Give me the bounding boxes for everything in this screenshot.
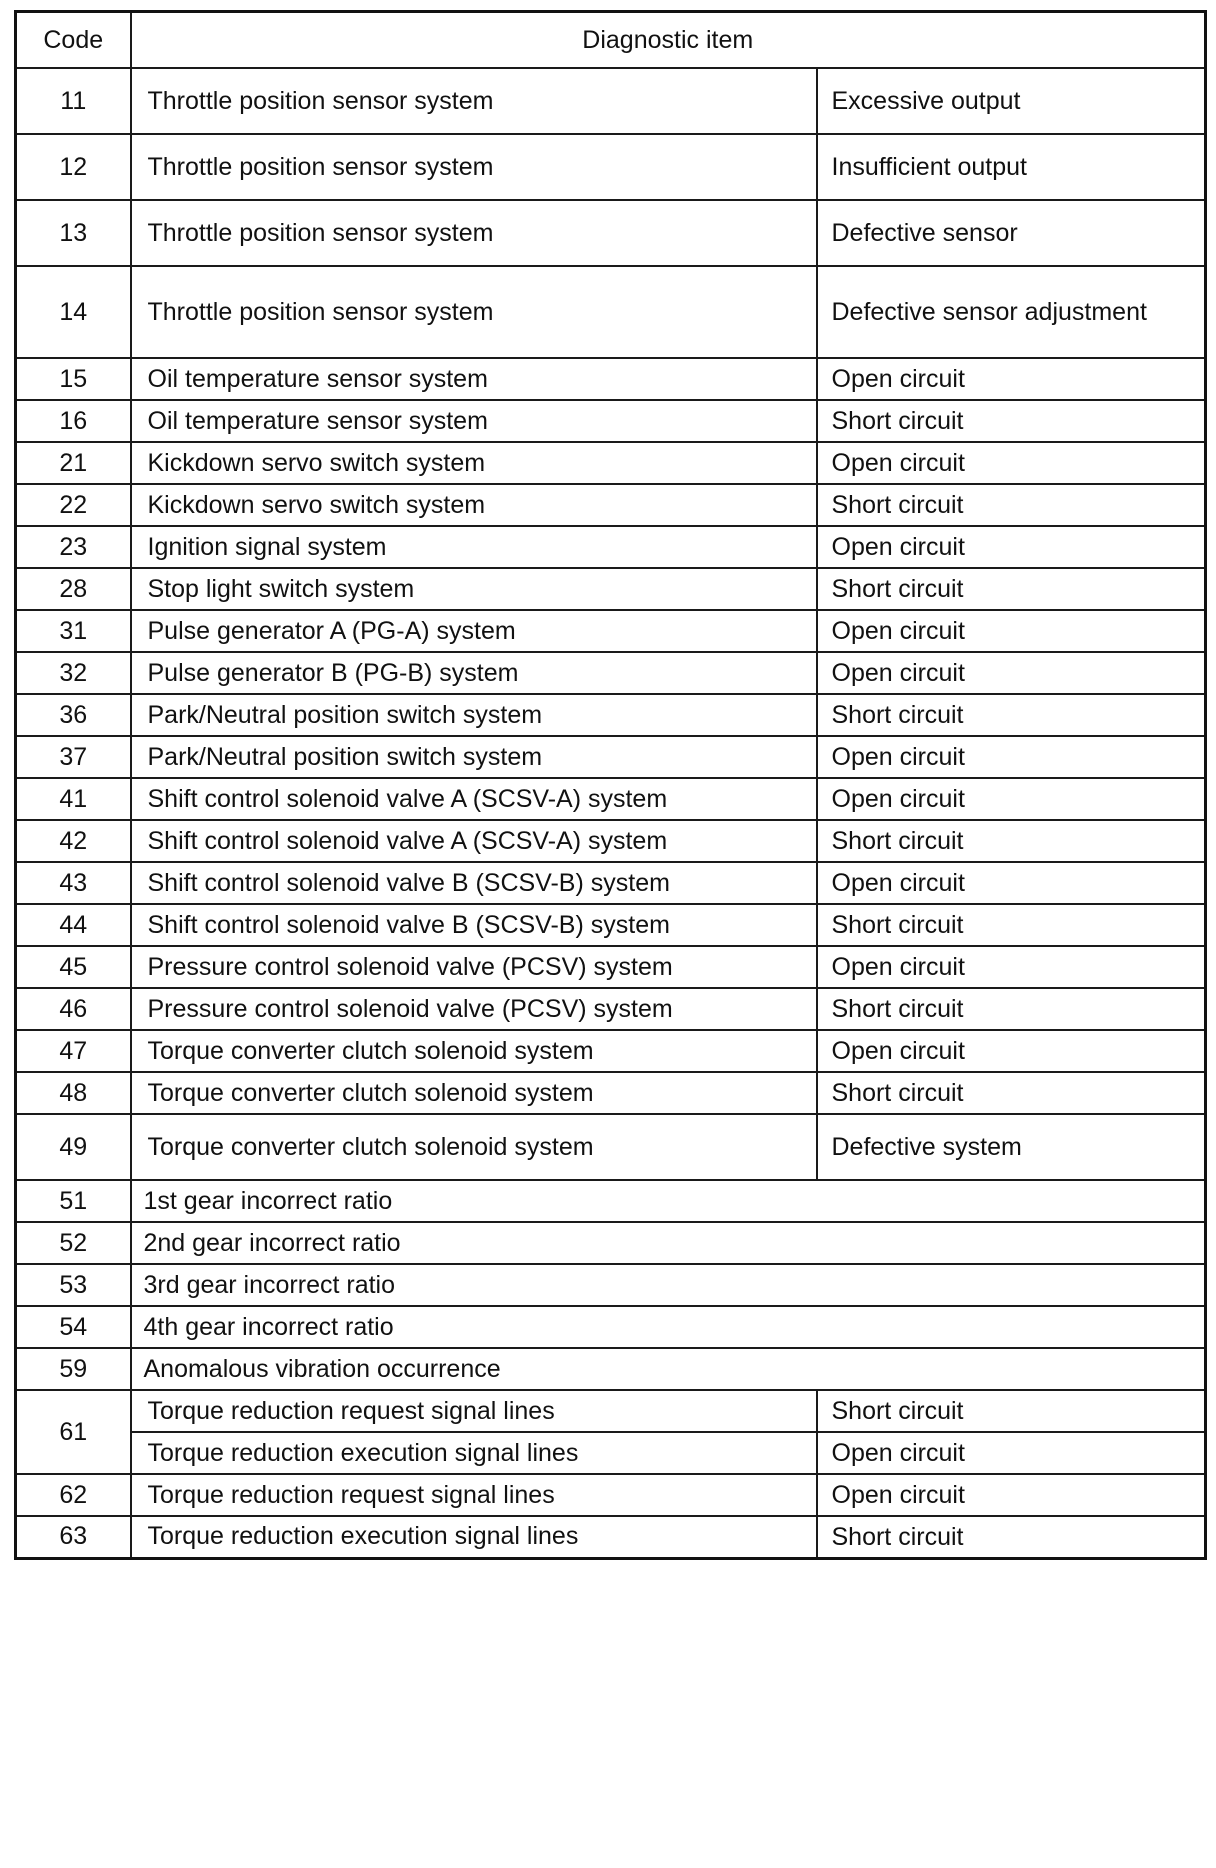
table-row	[16, 736, 1206, 778]
status-cell: Short circuit	[817, 1072, 1206, 1114]
diagnostic-item-cell: 1st gear incorrect ratio	[131, 1180, 1206, 1222]
table-row	[16, 400, 1206, 442]
status-cell: Open circuit	[817, 1432, 1206, 1474]
diagnostic-item-cell: Park/Neutral position switch system	[131, 736, 817, 778]
status-cell: Excessive output	[817, 68, 1206, 134]
diagnostic-item-cell: Torque reduction execution signal lines	[131, 1432, 817, 1474]
diagnostic-item-cell: Pressure control solenoid valve (PCSV) system	[131, 946, 817, 988]
table-row	[16, 778, 1206, 820]
diagnostic-item-cell: Park/Neutral position switch system	[131, 694, 817, 736]
diagnostic-item-cell: Pulse generator A (PG-A) system	[131, 610, 817, 652]
code-cell: 51	[16, 1180, 131, 1222]
code-cell: 37	[16, 736, 131, 778]
diagnostic-item-cell: Pulse generator B (PG-B) system	[131, 652, 817, 694]
status-cell: Insufficient output	[817, 134, 1206, 200]
status-cell: Open circuit	[817, 736, 1206, 778]
header-diagnostic-item: Diagnostic item	[131, 12, 1206, 69]
status-cell: Short circuit	[817, 400, 1206, 442]
diagnostic-item-cell: Throttle position sensor system	[131, 200, 817, 266]
code-cell: 22	[16, 484, 131, 526]
status-cell: Defective sensor	[817, 200, 1206, 266]
table-row	[16, 652, 1206, 694]
diagnostic-code-table	[14, 10, 1207, 1560]
table-row	[16, 1306, 1206, 1348]
table-row	[16, 1072, 1206, 1114]
status-cell: Short circuit	[817, 484, 1206, 526]
code-cell: 28	[16, 568, 131, 610]
table-row	[16, 1348, 1206, 1390]
code-cell: 59	[16, 1348, 131, 1390]
code-cell: 52	[16, 1222, 131, 1264]
code-cell: 21	[16, 442, 131, 484]
table-row	[16, 200, 1206, 266]
code-cell: 46	[16, 988, 131, 1030]
status-cell: Short circuit	[817, 1516, 1206, 1558]
table-row	[16, 68, 1206, 134]
status-cell: Short circuit	[817, 1390, 1206, 1432]
diagnostic-item-cell: Throttle position sensor system	[131, 134, 817, 200]
table-row	[16, 694, 1206, 736]
diagnostic-item-cell: 3rd gear incorrect ratio	[131, 1264, 1206, 1306]
table-row	[16, 484, 1206, 526]
table-row	[16, 568, 1206, 610]
code-cell: 54	[16, 1306, 131, 1348]
code-cell: 14	[16, 266, 131, 358]
code-cell: 16	[16, 400, 131, 442]
code-cell: 13	[16, 200, 131, 266]
code-cell: 61	[16, 1390, 131, 1474]
code-cell: 63	[16, 1516, 131, 1558]
status-cell: Short circuit	[817, 988, 1206, 1030]
diagnostic-item-cell: Oil temperature sensor system	[131, 400, 817, 442]
diagnostic-item-cell: 4th gear incorrect ratio	[131, 1306, 1206, 1348]
code-cell: 31	[16, 610, 131, 652]
table-row	[16, 1264, 1206, 1306]
diagnostic-item-cell: Throttle position sensor system	[131, 266, 817, 358]
diagnostic-item-cell: Stop light switch system	[131, 568, 817, 610]
diagnostic-code-table-wrapper	[14, 10, 1204, 1560]
code-cell: 15	[16, 358, 131, 400]
status-cell: Short circuit	[817, 904, 1206, 946]
table-row	[16, 134, 1206, 200]
table-row	[16, 610, 1206, 652]
table-row	[16, 988, 1206, 1030]
table-body	[16, 68, 1206, 1558]
diagnostic-item-cell: Anomalous vibration occurrence	[131, 1348, 1206, 1390]
table-row	[16, 862, 1206, 904]
diagnostic-item-cell: Shift control solenoid valve B (SCSV-B) system	[131, 904, 817, 946]
table-row	[16, 266, 1206, 358]
diagnostic-item-cell: Torque converter clutch solenoid system	[131, 1114, 817, 1180]
code-cell: 41	[16, 778, 131, 820]
header-code: Code	[16, 12, 131, 69]
code-cell: 23	[16, 526, 131, 568]
code-cell: 53	[16, 1264, 131, 1306]
diagnostic-item-cell: Torque reduction request signal lines	[131, 1390, 817, 1432]
status-cell: Open circuit	[817, 862, 1206, 904]
code-cell: 48	[16, 1072, 131, 1114]
diagnostic-item-cell: Torque converter clutch solenoid system	[131, 1030, 817, 1072]
diagnostic-item-cell: Shift control solenoid valve A (SCSV-A) system	[131, 778, 817, 820]
table-row	[16, 1516, 1206, 1558]
diagnostic-item-cell: Oil temperature sensor system	[131, 358, 817, 400]
code-cell: 12	[16, 134, 131, 200]
diagnostic-item-cell: 2nd gear incorrect ratio	[131, 1222, 1206, 1264]
status-cell: Defective system	[817, 1114, 1206, 1180]
code-cell: 62	[16, 1474, 131, 1516]
table-row	[16, 1114, 1206, 1180]
table-header-row	[16, 12, 1206, 69]
diagnostic-item-cell: Ignition signal system	[131, 526, 817, 568]
status-cell: Short circuit	[817, 568, 1206, 610]
table-row	[16, 820, 1206, 862]
status-cell: Open circuit	[817, 610, 1206, 652]
code-cell: 32	[16, 652, 131, 694]
table-row	[16, 358, 1206, 400]
diagnostic-item-cell: Shift control solenoid valve B (SCSV-B) system	[131, 862, 817, 904]
code-cell: 45	[16, 946, 131, 988]
code-cell: 44	[16, 904, 131, 946]
status-cell: Defective sensor adjustment	[817, 266, 1206, 358]
status-cell: Open circuit	[817, 946, 1206, 988]
table-row	[16, 526, 1206, 568]
status-cell: Open circuit	[817, 778, 1206, 820]
diagnostic-item-cell: Kickdown servo switch system	[131, 442, 817, 484]
table-row	[16, 1222, 1206, 1264]
diagnostic-item-cell: Kickdown servo switch system	[131, 484, 817, 526]
status-cell: Open circuit	[817, 652, 1206, 694]
code-cell: 42	[16, 820, 131, 862]
diagnostic-item-cell: Torque reduction request signal lines	[131, 1474, 817, 1516]
table-row	[16, 946, 1206, 988]
table-row	[16, 1180, 1206, 1222]
diagnostic-item-cell: Torque converter clutch solenoid system	[131, 1072, 817, 1114]
table-row	[16, 1432, 1206, 1474]
status-cell: Short circuit	[817, 694, 1206, 736]
table-row	[16, 1390, 1206, 1432]
diagnostic-item-cell: Shift control solenoid valve A (SCSV-A) system	[131, 820, 817, 862]
status-cell: Open circuit	[817, 442, 1206, 484]
diagnostic-item-cell: Pressure control solenoid valve (PCSV) system	[131, 988, 817, 1030]
table-row	[16, 1474, 1206, 1516]
code-cell: 36	[16, 694, 131, 736]
code-cell: 43	[16, 862, 131, 904]
table-row	[16, 442, 1206, 484]
status-cell: Open circuit	[817, 1030, 1206, 1072]
code-cell: 49	[16, 1114, 131, 1180]
code-cell: 47	[16, 1030, 131, 1072]
table-row	[16, 1030, 1206, 1072]
status-cell: Short circuit	[817, 820, 1206, 862]
status-cell: Open circuit	[817, 526, 1206, 568]
status-cell: Open circuit	[817, 1474, 1206, 1516]
code-cell: 11	[16, 68, 131, 134]
status-cell: Open circuit	[817, 358, 1206, 400]
diagnostic-item-cell: Throttle position sensor system	[131, 68, 817, 134]
diagnostic-item-cell: Torque reduction execution signal lines	[131, 1516, 817, 1558]
table-row	[16, 904, 1206, 946]
